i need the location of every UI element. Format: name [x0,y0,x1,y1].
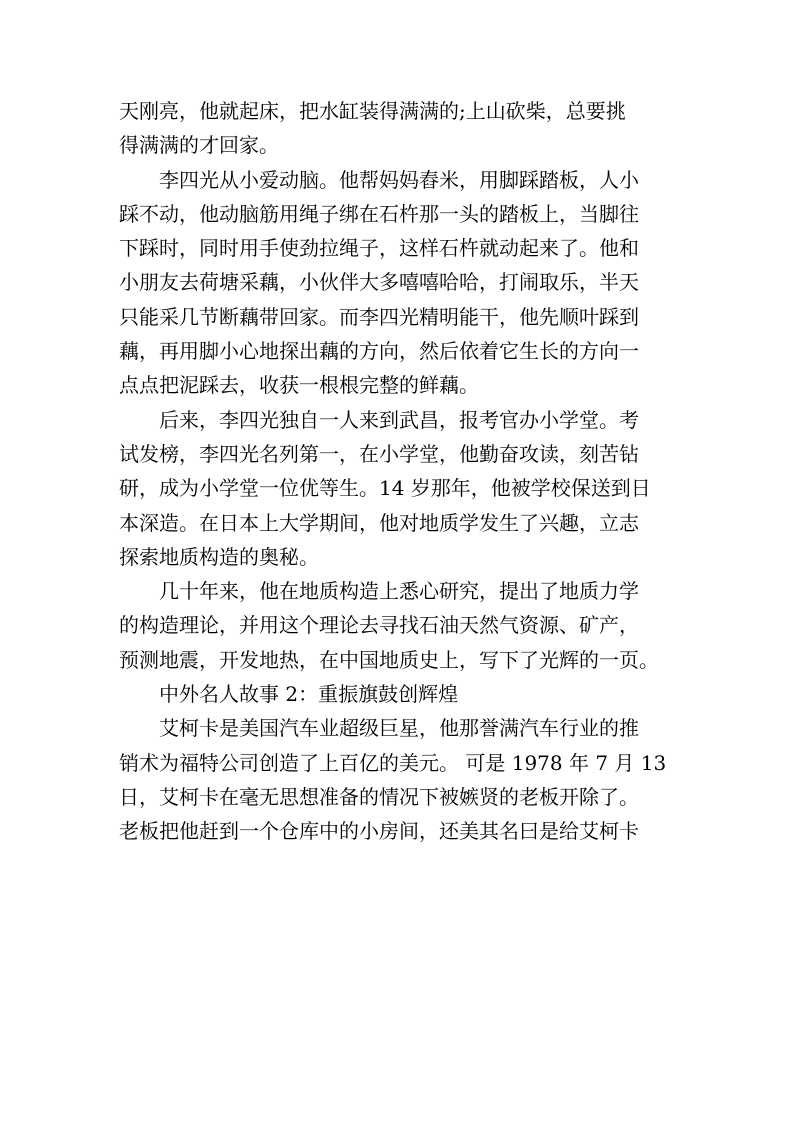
text-line: 李四光从小爱动脑。他帮妈妈舂米，用脚踩踏板，人小 [159,167,639,192]
text-line: 本深造。在日本上大学期间，他对地质学发生了兴趣，立志 [119,510,639,535]
text-line: 天刚亮，他就起床，把水缸装得满满的;上山砍柴，总要挑 [119,99,626,123]
text-line: 几十年来，他在地质构造上悉心研究，提出了地质力学 [159,579,639,604]
text-line: 老板把他赶到一个仓库中的小房间，还美其名曰是给艾柯卡 [119,819,639,844]
text-line: 中外名人故事 2：重振旗鼓创辉煌 [159,682,459,707]
text-line: 预测地震，开发地热，在中国地质史上，写下了光辉的一页。 [119,647,659,672]
text-line: 踩不动，他动脑筋用绳子绑在石杵那一头的踏板上，当脚往 [119,201,639,226]
text-line: 试发榜，李四光名列第一，在小学堂，他勤奋攻读，刻苦钻 [119,441,639,466]
text-line: 后来，李四光独自一人来到武昌，报考官办小学堂。考 [159,407,639,432]
text-line: 日，艾柯卡在毫无思想准备的情况下被嫉贤的老板开除了。 [119,784,639,809]
text-line: 小朋友去荷塘采藕，小伙伴大多嘻嘻哈哈，打闹取乐，半天 [119,270,639,295]
text-line: 得满满的才回家。 [119,133,279,158]
text-line: 艾柯卡是美国汽车业超级巨星，他那誉满汽车行业的推 [159,716,639,741]
text-line: 探索地质构造的奥秘。 [119,544,319,569]
text-line: 点点把泥踩去，收获一根根完整的鲜藕。 [119,373,479,398]
text-line: 只能采几节断藕带回家。而李四光精明能干，他先顺叶踩到 [119,304,639,329]
text-line: 销术为福特公司创造了上百亿的美元。 可是 1978 年 7 月 13 [119,750,667,775]
text-line: 下踩时，同时用手使劲拉绳子，这样石杵就动起来了。他和 [119,236,639,261]
text-line: 研，成为小学堂一位优等生。14 岁那年，他被学校保送到日 [119,476,651,501]
body-text [119,94,679,849]
text-line: 藕，再用脚小心地探出藕的方向，然后依着它生长的方向一 [119,339,639,364]
text-line: 的构造理论，并用这个理论去寻找石油天然气资源、矿产， [119,613,639,638]
